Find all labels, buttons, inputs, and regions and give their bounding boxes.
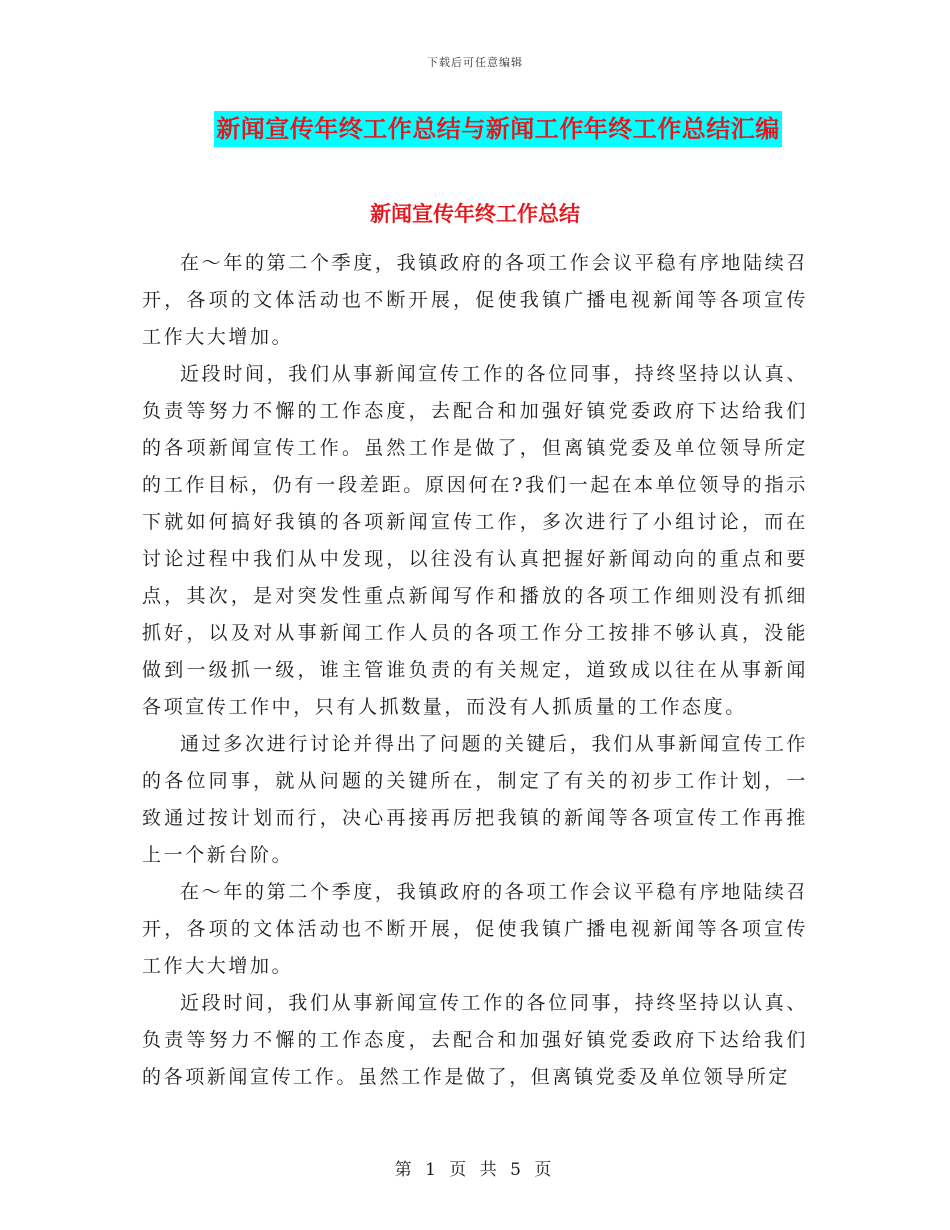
document-main-title: 新闻宣传年终工作总结与新闻工作年终工作总结汇编 — [214, 111, 782, 147]
document-body — [142, 245, 808, 1096]
page-header-note: 下载后可任意编辑 — [427, 56, 523, 69]
page-number-footer: 第 1 页 共 5 页 — [394, 1160, 556, 1180]
paragraph: 近段时间，我们从事新闻宣传工作的各位同事，持终坚持以认真、负责等努力不懈的工作态度，去配合和加强好镇党委政府下达给我们的各项新闻宣传工作。虽然工作是做了，但离镇党委及单位领导所定 — [142, 992, 808, 1088]
paragraph: 在～年的第二个季度，我镇政府的各项工作会议平稳有序地陆续召开，各项的文体活动也不断开展，促使我镇广播电视新闻等各项宣传工作大大增加。 — [142, 881, 808, 977]
paragraph: 近段时间，我们从事新闻宣传工作的各位同事，持终坚持以认真、负责等努力不懈的工作态度，去配合和加强好镇党委政府下达给我们的各项新闻宣传工作。虽然工作是做了，但离镇党委及单位领导所定的工作目标，仍有一段差距。原因何在?我们一起在本单位领导的指示下就如何搞好我镇的各项新闻宣传工作，多次进行了小组讨论，而在讨论过程中我们从中发现，以往没有认真把握好新闻动向的重点和要点，其次，是对突发性重点新闻写作和播放的各项工作细则没有抓细抓好，以及对从事新闻工作人员的各项工作分工按排不够认真，没能做到一级抓一级，谁主管谁负责的有关规定，道致成以往在从事新闻各项宣传工作中，只有人抓数量，而没有人抓质量的工作态度。 — [142, 363, 808, 718]
paragraph: 通过多次进行讨论并得出了问题的关键后，我们从事新闻宣传工作的各位同事，就从问题的关键所在，制定了有关的初步工作计划，一致通过按计划而行，决心再接再厉把我镇的新闻等各项宣传工作再推上一个新台阶。 — [142, 733, 808, 866]
main-title-container — [0, 111, 950, 147]
paragraph: 在～年的第二个季度，我镇政府的各项工作会议平稳有序地陆续召开，各项的文体活动也不断开展，促使我镇广播电视新闻等各项宣传工作大大增加。 — [142, 252, 808, 348]
section-title: 新闻宣传年终工作总结 — [370, 202, 580, 226]
